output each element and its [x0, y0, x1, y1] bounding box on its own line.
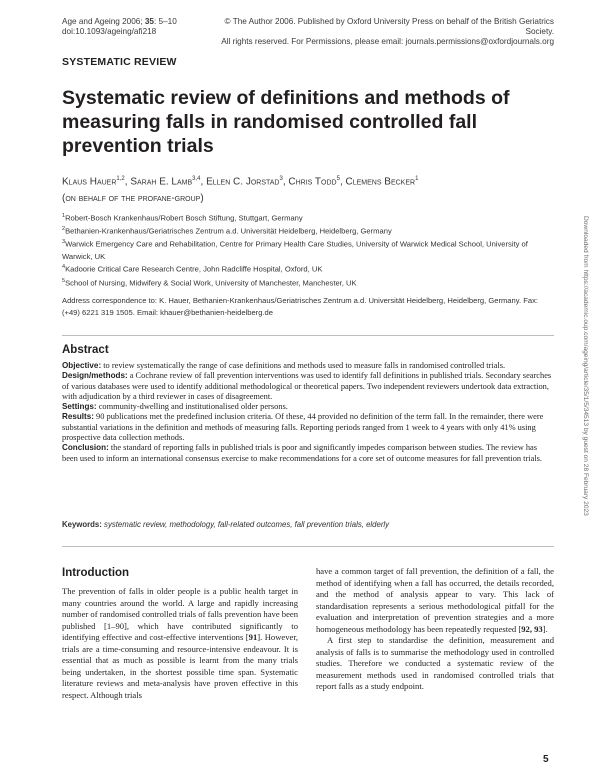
- introduction-heading: Introduction: [62, 567, 130, 579]
- keywords: Keywords: systematic review, methodology, fall-related outcomes, fall prevention trials, elderly: [62, 520, 390, 529]
- author: Clemens Becker: [345, 176, 416, 188]
- abstract-settings: Settings: community-dwelling and institutionalised older persons.: [62, 402, 288, 412]
- page-number: 5: [543, 754, 549, 765]
- author: Chris Todd: [288, 176, 337, 188]
- author: Sarah E. Lamb: [130, 176, 193, 188]
- paragraph: have a common target of fall prevention, the definition of a fall, the method of identifying when a fall has occurred, the details recorded, and the method of analysis appear to vary. This lack of standardisation represents a serious methodological pitfall for the evaluation and interpretation of prevention strategies and a more homogeneous methodology has been repeatedly requested [92, 93].: [316, 566, 554, 634]
- affiliation: $^5$School of Nursing, Midwifery & Social Work, University of Manchester, Manchester, UK: [62, 277, 357, 288]
- copyright-notice: © The Author 2006. Published by Oxford University Press on behalf of the British Geriatrics Society. All rights reserved. For Permissions, please email: journals.permissions@oxfordjournals.org: [221, 17, 554, 46]
- divider: [62, 546, 554, 547]
- doi: doi:10.1093/ageing/afi218: [62, 27, 157, 36]
- abstract-body: [62, 361, 554, 464]
- affiliation: $^1$Robert-Bosch Krankenhaus/Robert Bosch Stiftung, Stuttgart, Germany: [62, 213, 303, 223]
- divider: [62, 335, 554, 336]
- affiliations: [62, 211, 554, 289]
- author: Ellen C. Jorstad: [206, 176, 280, 188]
- author-group: (on behalf of the profane-group): [62, 193, 204, 205]
- abstract-conclusion: Conclusion: the standard of reporting falls in published trials is poor and significantly impedes comparison between studies. The review has been used to inform an international consensus exercise to make recommendations for a core set of outcome measures for fall prevention trials.: [62, 443, 543, 463]
- download-watermark: Downloaded from https://academic.oup.com/ageing/article/35/1/5/34513 by guest on 28 February 2023: [582, 216, 589, 516]
- paragraph: A first step to standardise the definition, measurement and analysis of falls is to summarise the methodology used in controlled studies. Therefore we conducted a systematic review of the measurement methods used in randomised controlled trials that report falls as a study endpoint.: [316, 635, 554, 692]
- author: Klaus Hauer: [62, 176, 117, 188]
- affiliation: $^4$Kadoorie Critical Care Research Centre, John Radcliffe Hospital, Oxford, UK: [62, 264, 323, 274]
- article-title: Systematic review of definitions and methods of measuring falls in randomised controlled fall prevention trials: [62, 87, 510, 157]
- journal-citation: Age and Ageing 2006; 35: 5–10 doi:10.1093/ageing/afi218: [62, 17, 177, 36]
- abstract-heading: Abstract: [62, 344, 109, 356]
- body-column-left: [62, 586, 298, 701]
- affiliation: $^3$Warwick Emergency Care and Rehabilitation, Centre for Primary Health Care Studies, University of Warwick Medical School, University of Warwick, UK: [62, 239, 528, 261]
- author-list: Klaus Hauer$^{1,2}$, Sarah E. Lamb$^{3,4}$, Ellen C. Jorstad$^3$, Chris Todd$^5$, Clemens Becker$^1$ (on behalf of the profane-group): [62, 176, 419, 205]
- abstract-results: Results: 90 publications met the predefined inclusion criteria. Of these, 44 provided no definition of the term fall. In the remainder, there were substantial variations in the definition and methods of measuring falls. Reporting periods ranged from 1 week to 4 years with only 41% using prospective data collection methods.: [62, 412, 544, 443]
- citation-link[interactable]: 92, 93: [521, 623, 543, 634]
- affiliation: $^2$Bethanien-Krankenhaus/Geriatrisches Zentrum a.d. Universität Heidelberg, Heidelberg, Germany: [62, 226, 392, 236]
- abstract-design: Design/methods: a Cochrane review of fall prevention interventions was used to identify fall definitions in published trials. Secondary searches of various databases were used to identify additional methodological or theoretical papers. Two independent reviewers undertook data extraction, with adjudication by a third reviewer in cases of disagreement.: [62, 371, 552, 401]
- body-column-right: [316, 566, 554, 693]
- abstract-objective: Objective: to review systematically the range of case definitions and methods used to measure falls in randomised controlled trials.: [62, 361, 506, 370]
- correspondence-address: Address correspondence to: K. Hauer, Bethanien-Krankenhaus/Geriatrisches Zentrum a.d. Universität Heidelberg, Heidelberg, Germany. Fax: (+49) 6221 319 1505. Email: khauer@bethanien-heidelberg.de: [62, 296, 538, 317]
- citation-link[interactable]: 91: [248, 632, 258, 643]
- section-label: SYSTEMATIC REVIEW: [62, 56, 177, 68]
- paragraph: The prevention of falls in older people is a public health target in many countries around the world. A large and rapidly increasing number of randomised controlled trials of falls prevention have been published [1–90], which have contributed significantly to identifying effective and cost-effective interventions [91]. However, trials are a time-consuming and resource-intensive endeavour. It is essential that as much as possible is learnt from the many trials being undertaken, in the shortest possible time span. Systematic literature reviews and meta-analysis have proven effective in this respect. Although trials: [62, 586, 299, 700]
